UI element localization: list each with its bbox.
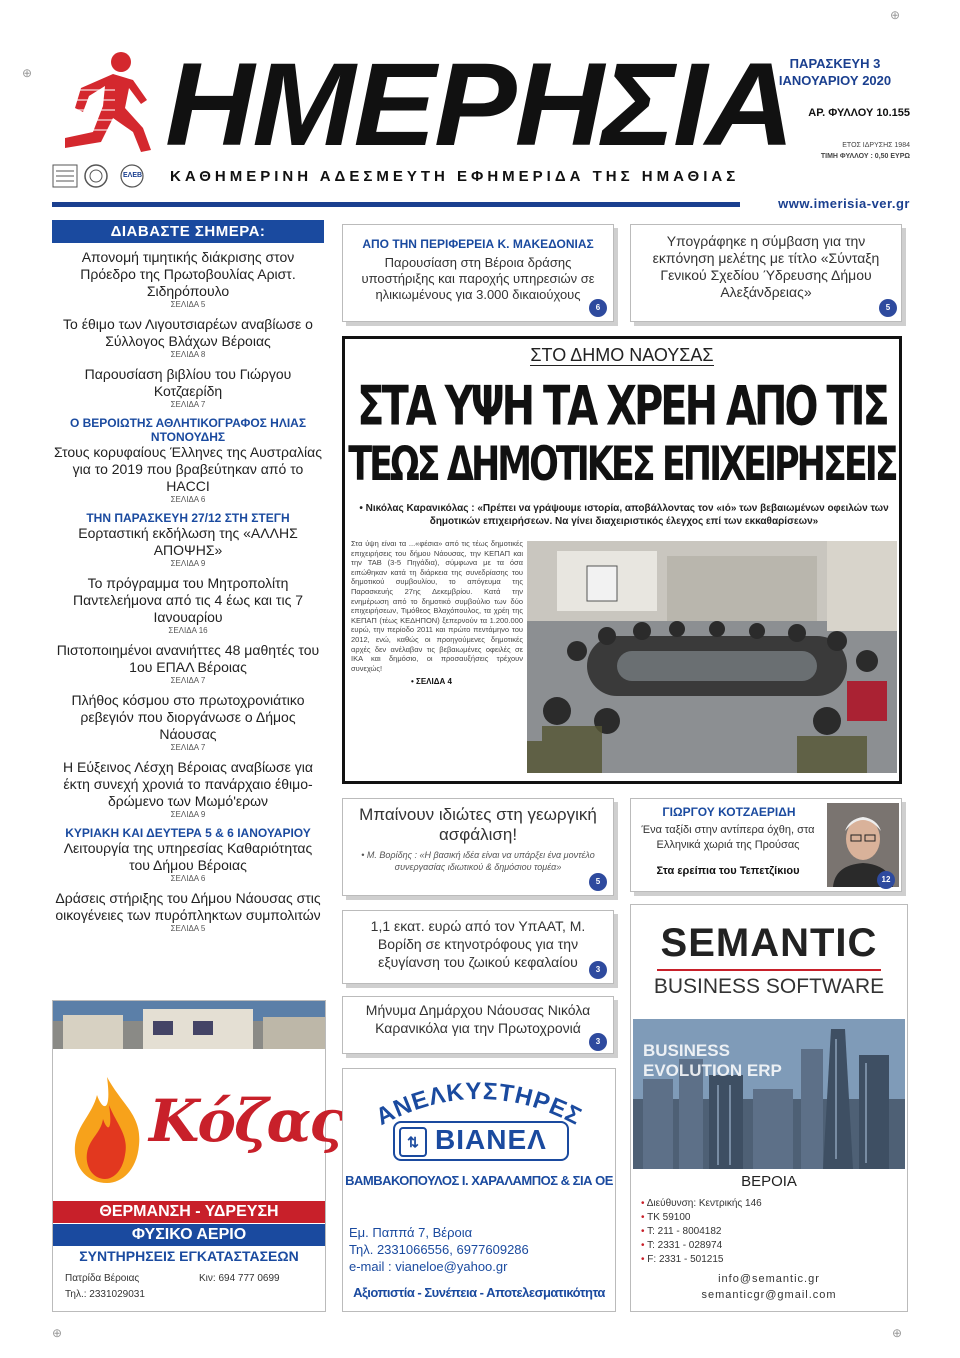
kozas-brand: Κόζας	[149, 1087, 343, 1155]
read-today-text: Απονομή τιμητικής διάκρισης στον Πρόεδρο της Πρωτοβουλίας Αριστ. Σιδηρόπουλο	[80, 249, 296, 299]
main-story-kicker-text: ΣΤΟ ΔΗΜΟ ΝΑΟΥΣΑΣ	[530, 345, 714, 365]
read-today-item[interactable]	[52, 692, 324, 753]
flame-icon	[67, 1075, 147, 1185]
read-today-kicker: ΤΗΝ ΠΑΡΑΣΚΕΥΗ 27/12 ΣΤΗ ΣΤΕΓΗ	[86, 511, 290, 525]
vianel-ad[interactable]	[342, 1068, 616, 1312]
council-meeting-photo	[527, 541, 897, 773]
semantic-contact-lines	[641, 1197, 841, 1267]
read-today-text: Το έθιμο των Λιγουτσιαρέων αναβίωσε ο Σύλλογος Βλάχων Βέροιας	[63, 316, 313, 349]
read-today-text: Στους κορυφαίους Έλληνες της Αυστραλίας για το 2019 που βραβεύτηκαν από το HACCI	[54, 444, 322, 494]
read-today-text: Το πρόγραμμα του Μητροπολίτη Παντελεήμονα από τις 4 έως και τις 7 Ιανουαρίου	[72, 575, 303, 625]
vianel-arc-text: ΑΝΕΛΚΥΣΤΗΡΕΣ	[371, 1077, 587, 1131]
agri-insurance-title: Μπαίνουν ιδιώτες στη γεωργική ασφάλιση!	[359, 805, 597, 844]
main-page-ref: • ΣΕΛΙΔΑ 4	[411, 677, 452, 687]
mayor-message-title: Μήνυμα Δημάρχου Νάουσας Νικόλα Καρανικόλα για την Πρωτοχρονιά	[365, 1002, 591, 1036]
semantic-contact-text: Τ: 2331 - 028974	[647, 1240, 723, 1251]
read-today-page: ΣΕΛΙΔΑ 6	[170, 495, 206, 504]
registration-mark-icon: ⊕	[892, 1326, 903, 1340]
agri-insurance-box[interactable]	[342, 798, 614, 896]
read-today-text: Πλήθος κόσμου στο πρωτοχρονιάτικο ρεβεγιόν που διοργάνωσε ο Δήμος Νάουσας	[71, 692, 305, 742]
semantic-sub: BUSINESS SOFTWARE	[653, 975, 885, 998]
publication-info	[770, 140, 910, 162]
semantic-contact-line: • ΤΚ 59100	[641, 1212, 691, 1223]
read-today-page: ΣΕΛΙΔΑ 9	[170, 810, 206, 819]
read-today-item[interactable]	[52, 316, 324, 360]
read-today-page: ΣΕΛΙΔΑ 9	[170, 559, 206, 568]
columnist-box[interactable]	[630, 798, 902, 892]
read-today-item[interactable]	[52, 511, 324, 569]
semantic-contact-text: F: 2331 - 501215	[647, 1254, 724, 1265]
vianel-phone: Τηλ. 2331066556, 6977609286	[349, 1242, 529, 1257]
city-skyline-photo	[633, 1019, 905, 1169]
semantic-tag2: EVOLUTION ERP	[643, 1061, 782, 1080]
vianel-address: Εμ. Παππά 7, Βέροια	[349, 1225, 473, 1240]
elevator-icon: ⇅	[399, 1127, 427, 1157]
semantic-contact-text: ΤΚ 59100	[647, 1212, 691, 1223]
registration-mark-icon: ⊕	[890, 8, 901, 22]
read-today-text: Η Εύξεινος Λέσχη Βέροιας αναβίωσε για έκτη συνεχή χρονιά το πανάρχαιο έθιμο-δρώμενο των Μωμό'ερων	[63, 759, 313, 809]
main-headline-line1: ΣΤΑ ΥΨΗ ΤΑ ΧΡΕΗ ΑΠΟ ΤΙΣ	[357, 375, 887, 439]
semantic-contact-text: Διεύθυνση: Κεντρικής 146	[646, 1198, 762, 1209]
semantic-contact-line: • Τ: 2331 - 028974	[641, 1240, 723, 1251]
agri-insurance-quote: • Μ. Βορίδης : «Η βασική ιδέα είναι να υπάρξει ένα μοντέλο συνεργασίας ιδιωτικού & δημόσιου τομέα»	[361, 850, 595, 872]
read-today-page: ΣΕΛΙΔΑ 6	[170, 874, 206, 883]
region-news-text: Παρουσίαση στη Βέροια δράσης υποστήριξης και παροχής υπηρεσιών σε ηλικιωμένους για 3.000 δικαιούχους	[361, 255, 595, 302]
mayor-message-box[interactable]	[342, 996, 614, 1054]
livestock-funding-box[interactable]	[342, 910, 614, 984]
kozas-address: Πατρίδα Βέροιας	[65, 1273, 140, 1284]
semantic-contact-text: Τ: 211 - 8004182	[647, 1226, 722, 1237]
registration-mark-icon: ⊕	[22, 66, 33, 80]
kozas-phone: Τηλ.: 2331029031	[65, 1289, 145, 1300]
main-headline-line2: ΤΕΩΣ ΔΗΜΟΤΙΚΕΣ ΕΠΙΧΕΙΡΗΣΕΙΣ	[348, 438, 896, 492]
column-text: Ένα ταξίδι στην αντίπερα όχθη, στα Ελληνικά χωριά της Προύσας	[641, 824, 815, 851]
page-badge: 5	[879, 299, 897, 317]
read-today-page: ΣΕΛΙΔΑ 7	[170, 676, 206, 685]
page-badge: 6	[589, 299, 607, 317]
website-link[interactable]: www.imerisia-ver.gr	[778, 196, 910, 211]
region-news-box[interactable]	[342, 224, 614, 322]
read-today-kicker: Ο ΒΕΡΟΙΩΤΗΣ ΑΘΛΗΤΙΚΟΓΡΑΦΟΣ ΗΛΙΑΣ ΝΤΟΝΟΥΔΗΣ	[69, 416, 307, 444]
page-badge: 5	[589, 873, 607, 891]
semantic-city: ΒΕΡΟΙΑ	[741, 1173, 797, 1190]
main-subhead: • Νικόλας Καρανικόλας : «Πρέπει να γράψουμε ιστορία, αποβάλλοντας τον «ιό» των βεβαιωμένων οφειλών των δημοτικών επιχειρήσεων. Να γίνει διαχειριστικός έλεγχος επί των εκκαθαρίσεων»	[359, 503, 889, 527]
semantic-tag1: BUSINESS	[643, 1041, 730, 1060]
region-news-kicker: ΑΠΟ ΤΗΝ ΠΕΡΙΦΕΡΕΙΑ Κ. ΜΑΚΕΔΟΝΙΑΣ	[362, 237, 594, 251]
read-today-item[interactable]	[52, 826, 324, 884]
water-plan-box[interactable]	[630, 224, 902, 322]
page-badge: 3	[589, 961, 607, 979]
semantic-contact-line: • Τ: 211 - 8004182	[641, 1226, 722, 1237]
issue-number: ΑΡ. ΦΥΛΛΟΥ 10.155	[808, 107, 910, 119]
main-body	[351, 539, 523, 687]
read-today-page: ΣΕΛΙΔΑ 7	[170, 743, 206, 752]
read-today-page: ΣΕΛΙΔΑ 8	[170, 350, 206, 359]
read-today-item[interactable]	[52, 416, 324, 505]
read-today-column	[52, 220, 324, 934]
read-today-item[interactable]	[52, 366, 324, 410]
read-today-kicker: ΚΥΡΙΑΚΗ ΚΑΙ ΔΕΥΤΕΡΑ 5 & 6 ΙΑΝΟΥΑΡΙΟΥ	[65, 826, 311, 840]
semantic-web[interactable]: info@semantic.gr	[718, 1273, 820, 1285]
kozas-line2: ΦΥΣΙΚΟ ΑΕΡΙΟ	[53, 1224, 325, 1246]
vianel-company: ΒΑΜΒΑΚΟΠΟΥΛΟΣ Ι. ΧΑΡΑΛΑΜΠΟΣ & ΣΙΑ ΟΕ	[345, 1173, 613, 1188]
association-logos	[52, 163, 152, 191]
semantic-email[interactable]: semanticgr@gmail.com	[701, 1289, 837, 1301]
main-story[interactable]	[342, 336, 902, 784]
read-today-item[interactable]	[52, 249, 324, 310]
vianel-email[interactable]: e-mail : vianeloe@yahoo.gr	[349, 1259, 508, 1274]
read-today-heading: ΔΙΑΒΑΣΤΕ ΣΗΜΕΡΑ:	[52, 220, 324, 243]
vianel-slogan: Αξιοπιστία - Συνέπεια - Αποτελεσματικότητα	[353, 1285, 605, 1300]
masthead-title: ΗΜΕΡΗΣΙΑ	[165, 39, 793, 171]
vianel-logo-text: ΒΙΑΝΕΛ	[435, 1124, 547, 1155]
date-day: ΠΑΡΑΣΚΕΥΗ 3	[789, 56, 881, 71]
tagline: ΚΑΘΗΜΕΡΙΝΗ ΑΔΕΣΜΕΥΤΗ ΕΦΗΜΕΡΙΔΑ ΤΗΣ ΗΜΑΘΙΑΣ	[170, 168, 740, 185]
founded-year: ΕΤΟΣ ΙΔΡΥΣΗΣ 1984	[842, 142, 910, 149]
date-block	[760, 55, 910, 89]
livestock-funding-title: 1,1 εκατ. ευρώ από τον ΥπΑΑΤ, Μ. Βορίδη σε κτηνοτρόφους για την εξυγίανση του ζωικού κεφαλαίου	[370, 918, 586, 970]
read-today-item[interactable]	[52, 890, 324, 934]
columnist-name: ΓΙΩΡΓΟΥ ΚΟΤΖΑΕΡΙΔΗ	[662, 805, 796, 819]
semantic-contact-line: • F: 2331 - 501215	[641, 1254, 724, 1265]
page-badge: 3	[589, 1033, 607, 1051]
date-month: ΙΑΝΟΥΑΡΙΟΥ 2020	[778, 73, 892, 88]
water-plan-text: Υπογράφηκε η σύμβαση για την εκπόνηση μελέτης με τίτλο «Σύνταξη Γενικού Σχεδίου Ύδρευσης Δήμου Αλεξάνδρειας»	[652, 233, 880, 300]
registration-mark-icon: ⊕	[52, 1326, 63, 1340]
kozas-line3: ΣΥΝΤΗΡΗΣΕΙΣ ΕΓΚΑΤΑΣΤΑΣΕΩΝ	[79, 1248, 299, 1264]
column-series: Στα ερείπια του Τεπετζίκιου	[656, 865, 800, 877]
semantic-brand: SEMANTIC	[660, 921, 878, 965]
read-today-text: Παρουσίαση βιβλίου του Γιώργου Κοτζαερίδη	[84, 366, 292, 399]
read-today-item[interactable]	[52, 759, 324, 820]
read-today-page: ΣΕΛΙΔΑ 5	[170, 924, 206, 933]
eleb-logo-text: ΕΛΕΒ	[123, 172, 143, 179]
read-today-page: ΣΕΛΙΔΑ 16	[168, 626, 208, 635]
semantic-ad[interactable]	[630, 904, 908, 1312]
semantic-contact-line: • Διεύθυνση: Κεντρικής 146	[641, 1198, 762, 1209]
storefront-photo	[53, 1001, 325, 1049]
read-today-page: ΣΕΛΙΔΑ 5	[170, 300, 206, 309]
read-today-item[interactable]	[52, 575, 324, 636]
kozas-mobile: Κιν: 694 777 0699	[199, 1273, 280, 1284]
main-story-kicker	[345, 345, 899, 366]
read-today-text: Εορταστική εκδήλωση της «ΑΛΛΗΣ ΑΠΟΨΗΣ»	[78, 525, 298, 558]
kozas-ad[interactable]	[52, 1000, 343, 1312]
main-body-text: Στα ύψη είναι τα ...«φέσια» από τις τέως δημοτικές επιχειρήσεις του δήμου Νάουσας, την ΚΕΠΑΠ και την ΤΑΒ (3-5 Πηγάδια), σύμφωνα με τα όσα ειπώθηκαν κατά τη διάρκεια της συνεδρίασης του δημοτικού συμβουλίου, το απόγευμα της Παρασκευής 27ης Δεκεμβρίου. Κατά την ενημέρωση από το δημοτικό συμβούλιο των δύο επιχειρήσεων, Τιμόθεος Βλαχόπουλος, τα χρέη της ΚΕΠΑΠ (τέως ΚΕΔΗΠΟΝ) ξεπερνούν τα 1.200.000 ευρώ, την περίοδο 2011 και πρώτο πεντάμηνο του 2012, ενώ, καθώς οι προηγούμενες δημοτικές αρχές δεν ανέλαβαν τις βεβαιωμένες οφειλές σε ΙΚΑ και δημόσιο, οι προσαυξήσεις τρέχουν συνεχώς!	[351, 539, 523, 673]
semantic-rule	[657, 969, 881, 971]
read-today-text: Δράσεις στήριξης του Δήμου Νάουσας στις οικογένειες των πυρόπληκτων συμπολιτών	[55, 890, 321, 923]
read-today-item[interactable]	[52, 642, 324, 686]
read-today-text: Λειτουργία της υπηρεσίας Καθαριότητας του Δήμου Βέροιας	[63, 840, 313, 873]
vianel-logo-box	[393, 1121, 569, 1161]
runner-logo-icon	[55, 50, 155, 155]
header-rule	[52, 202, 740, 207]
issue-price: ΤΙΜΗ ΦΥΛΛΟΥ : 0,50 ΕΥΡΩ	[820, 153, 910, 160]
read-today-text: Πιστοποιημένοι ανανιήττες 48 μαθητές του 1ου ΕΠΑΛ Βέροιας	[56, 642, 320, 675]
kozas-line1: ΘΕΡΜΑΝΣΗ - ΥΔΡΕΥΣΗ	[53, 1201, 325, 1223]
read-today-page: ΣΕΛΙΔΑ 7	[170, 400, 206, 409]
page-badge: 12	[877, 871, 895, 889]
